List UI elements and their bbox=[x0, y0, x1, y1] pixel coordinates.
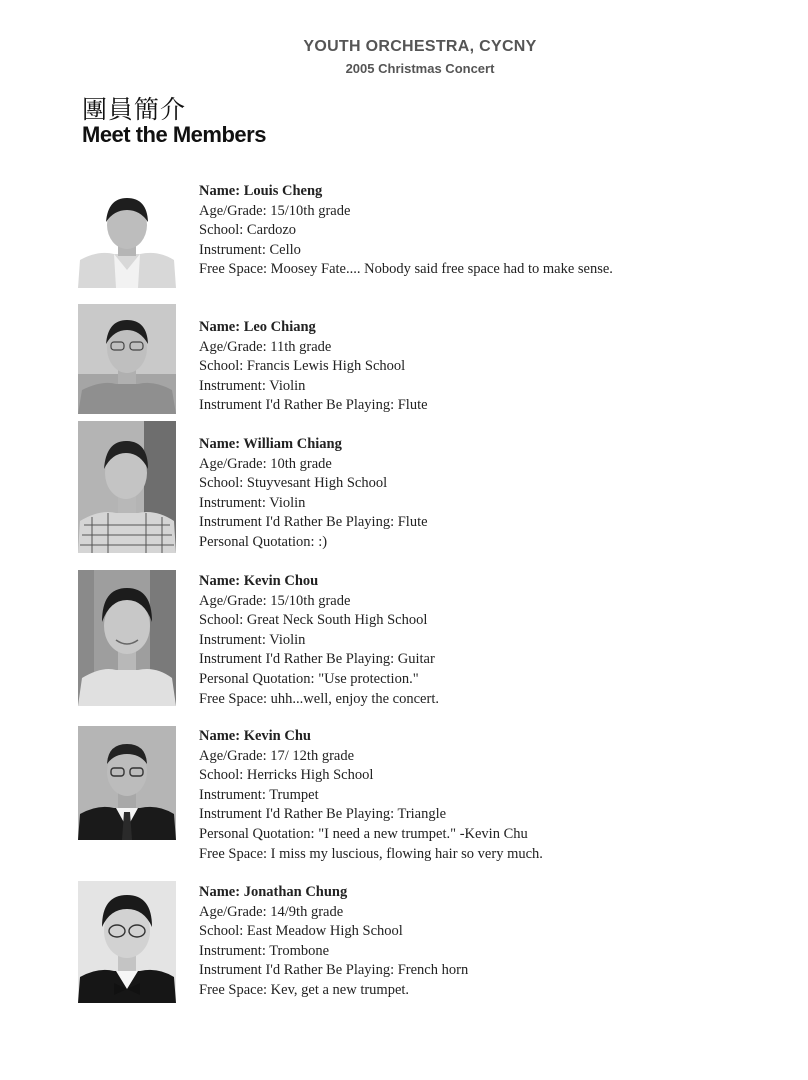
member-age-grade: Age/Grade: 11th grade bbox=[199, 338, 332, 355]
member-photo bbox=[78, 726, 176, 840]
member-photo bbox=[78, 570, 176, 706]
member-preferred-instrument: Instrument I'd Rather Be Playing: Flute bbox=[199, 514, 428, 531]
member-photo bbox=[78, 421, 176, 553]
member-age-grade: Age/Grade: 17/ 12th grade bbox=[199, 747, 355, 764]
member-school: School: Francis Lewis High School bbox=[199, 358, 406, 375]
member-instrument: Instrument: Violin bbox=[199, 631, 306, 648]
member-photo bbox=[78, 304, 176, 414]
member-free-space: Free Space: Moosey Fate.... Nobody said free space had to make sense. bbox=[199, 261, 613, 278]
member-name: Name: William Chiang bbox=[199, 436, 342, 452]
member-preferred-instrument: Instrument I'd Rather Be Playing: Guitar bbox=[199, 651, 435, 668]
member-name: Name: Kevin Chu bbox=[199, 728, 311, 744]
concert-name: 2005 Christmas Concert bbox=[345, 61, 495, 76]
member-quotation: Personal Quotation: :) bbox=[199, 533, 328, 550]
member-school: School: Herricks High School bbox=[199, 767, 374, 784]
member-school: School: Great Neck South High School bbox=[199, 612, 428, 629]
member-quotation: Personal Quotation: "I need a new trumpet." -Kevin Chu bbox=[199, 825, 528, 842]
member-name: Name: Jonathan Chung bbox=[199, 884, 348, 900]
member-instrument: Instrument: Trumpet bbox=[199, 786, 319, 803]
member-age-grade: Age/Grade: 10th grade bbox=[199, 455, 332, 472]
member-name: Name: Kevin Chou bbox=[199, 573, 319, 589]
member-name: Name: Leo Chiang bbox=[199, 319, 316, 335]
member-preferred-instrument: Instrument I'd Rather Be Playing: Triangle bbox=[199, 806, 447, 823]
member-instrument: Instrument: Cello bbox=[199, 241, 301, 258]
member-instrument: Instrument: Trombone bbox=[199, 942, 330, 959]
member-school: School: Stuyvesant High School bbox=[199, 475, 388, 492]
member-age-grade: Age/Grade: 14/9th grade bbox=[199, 903, 344, 920]
member-instrument: Instrument: Violin bbox=[199, 377, 306, 394]
member-photo bbox=[78, 881, 176, 1003]
member-free-space: Free Space: Kev, get a new trumpet. bbox=[199, 981, 410, 998]
member-school: School: East Meadow High School bbox=[199, 923, 403, 940]
member-school: School: Cardozo bbox=[199, 222, 297, 239]
page-title: Meet the Members bbox=[82, 122, 266, 147]
member-preferred-instrument: Instrument I'd Rather Be Playing: Flute bbox=[199, 397, 428, 414]
page-title-chinese: 團員簡介 bbox=[82, 95, 187, 124]
member-free-space: Free Space: uhh...well, enjoy the concert. bbox=[199, 690, 439, 707]
concert-header bbox=[0, 38, 808, 76]
orchestra-name: YOUTH ORCHESTRA, CYCNY bbox=[303, 38, 537, 55]
member-photo bbox=[78, 188, 176, 288]
member-age-grade: Age/Grade: 15/10th grade bbox=[199, 202, 351, 219]
member-free-space: Free Space: I miss my luscious, flowing hair so very much. bbox=[199, 845, 543, 862]
member-preferred-instrument: Instrument I'd Rather Be Playing: French horn bbox=[199, 962, 469, 979]
member-name: Name: Louis Cheng bbox=[199, 183, 323, 199]
member-quotation: Personal Quotation: "Use protection." bbox=[199, 670, 419, 687]
member-age-grade: Age/Grade: 15/10th grade bbox=[199, 592, 351, 609]
member-instrument: Instrument: Violin bbox=[199, 494, 306, 511]
